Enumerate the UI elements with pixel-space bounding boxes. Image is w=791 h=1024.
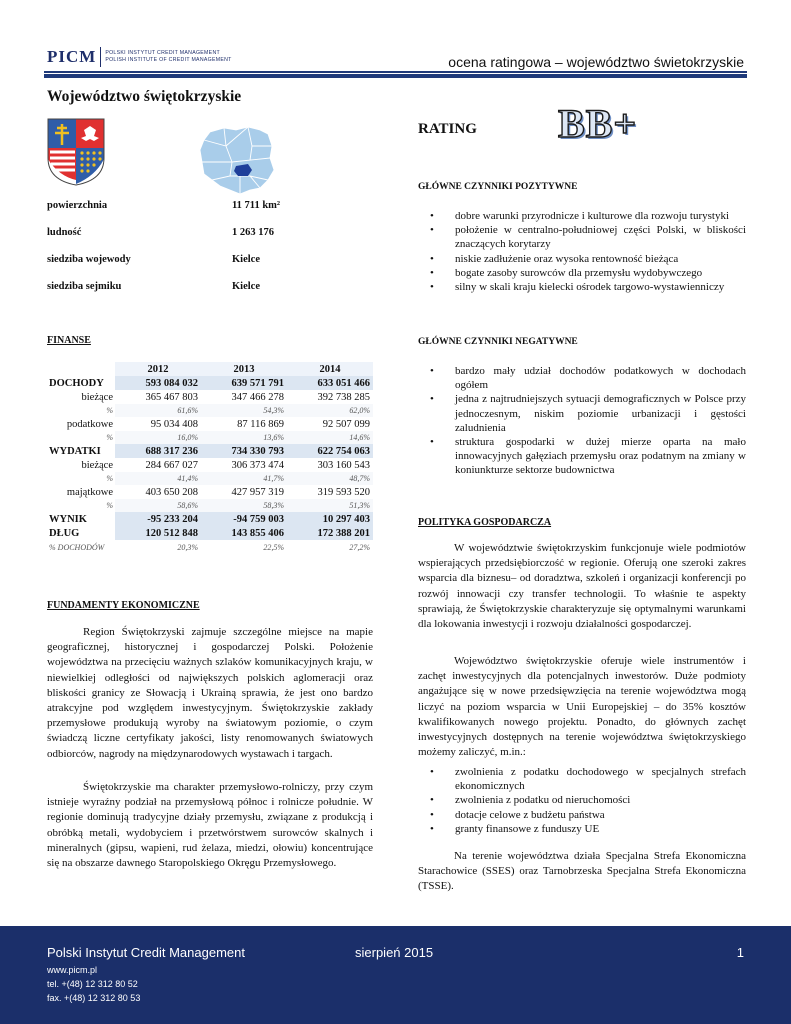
poland-map-icon bbox=[196, 124, 276, 196]
table-header-row bbox=[47, 362, 373, 376]
table-cell: 58,6% bbox=[115, 499, 201, 512]
rating-value: BB+ bbox=[558, 101, 638, 146]
table-cell: 688 317 236 bbox=[115, 444, 201, 458]
year-header: 2013 bbox=[201, 362, 287, 376]
footer-phone: tel. +(48) 12 312 80 52 bbox=[47, 979, 138, 989]
list-item: • bardzo mały udział dochodów podatkowych w dochodach ogółem bbox=[430, 364, 746, 392]
table-cell: 10 297 403 bbox=[287, 512, 373, 526]
table-cell: 95 034 408 bbox=[115, 417, 201, 431]
row-label: DŁUG bbox=[49, 527, 80, 539]
table-cell: 20,3% bbox=[177, 542, 198, 552]
fact-label: siedziba wojewody bbox=[47, 254, 131, 265]
fundamentals-paragraph-1: Region Świętokrzyski zajmuje szczególne miejsce na mapie geograficznej, historycznej i gospodarczej Polski. Położenie województwa na przecięciu ważnych szlaków komunikacyjnych kraju, w niewielkiej odległości od największych polskich aglomeracji oraz bliskości granicy ze Słowacją i Ukrainą sprawia, że jest ono bardzo atrakcyjne pod względem inwestycyjnym. Świętokrzyskie zakłady przemysłowe produkują wyroby na światowym poziomie, o czym świadczą liczne certyfikaty jakości, listy renomowanych światowych odbiorców, nagrody na międzynarodowych wystawach i targach. bbox=[47, 626, 373, 760]
fact-area bbox=[47, 200, 347, 227]
page-header bbox=[0, 0, 791, 80]
table-cell: 633 051 466 bbox=[287, 376, 373, 390]
row-label: % bbox=[106, 501, 113, 510]
row-label: DOCHODY bbox=[49, 377, 104, 389]
region-facts bbox=[47, 200, 347, 308]
list-item: • zwolnienia z podatku dochodowego w specjalnych strefach ekonomicznych bbox=[430, 765, 746, 793]
footer-date: sierpień 2015 bbox=[355, 945, 434, 960]
region-title: Województwo świętokrzyskie bbox=[47, 88, 242, 105]
logo-subtitle-pl: POLSKI INSTYTUT CREDIT MANAGEMENT bbox=[105, 50, 220, 56]
table-cell: 593 084 032 bbox=[115, 376, 201, 390]
list-item: • jedna z najtrudniejszych sytuacji demograficznych w Polsce przy jednoczesnym, niskim poziomie urbanizacji i gęstości zaludnienia bbox=[430, 392, 746, 435]
logo-divider bbox=[100, 47, 101, 67]
table-cell: 16,0% bbox=[115, 431, 201, 444]
list-item: • dobre warunki przyrodnicze i kulturowe dla rozwoju turystyki bbox=[430, 209, 746, 223]
row-label: % bbox=[106, 433, 113, 442]
logo-wordmark: PICM bbox=[47, 47, 97, 66]
incentives-list bbox=[430, 765, 746, 836]
table-cell: 347 466 278 bbox=[201, 390, 287, 404]
list-item: • niskie zadłużenie oraz wysoka rentowność bieżąca bbox=[430, 252, 746, 266]
row-label: majątkowe bbox=[47, 485, 115, 499]
row-label: WYNIK bbox=[49, 513, 87, 525]
list-item: • dotacje celowe z budżetu państwa bbox=[430, 808, 746, 822]
table-cell: 27,2% bbox=[349, 542, 370, 552]
policy-paragraph-1: W województwie świętokrzyskim funkcjonuje wiele podmiotów wspierających przedsiębiorczość w regionie. Oferują one szeroki zakres wsparcia dla biznesu– od doradztwa, szkoleń i organizacji konferencji po rozwój innowacji czy transfer technologii. To właśnie te aspekty sprawiają, że Świętokrzyskie charakteryzuje się optymalnymi warunkami dla lokowania inwestycji i rozwoju działalności gospodarczej. bbox=[418, 542, 746, 631]
table-row bbox=[47, 540, 373, 554]
fact-governor-seat bbox=[47, 254, 347, 281]
row-label: bieżące bbox=[47, 458, 115, 472]
fact-value: Kielce bbox=[232, 254, 260, 265]
header-rule-thick bbox=[44, 74, 747, 78]
fact-value: 11 711 km² bbox=[232, 200, 281, 211]
list-item: • zwolnienia z podatku od nieruchomości bbox=[430, 793, 746, 807]
table-cell: 172 388 201 bbox=[287, 526, 373, 540]
year-header: 2014 bbox=[287, 362, 373, 376]
logo-subtitle bbox=[105, 50, 231, 64]
finance-table bbox=[47, 362, 373, 554]
negatives-heading: GŁÓWNE CZYNNIKI NEGATYWNE bbox=[418, 337, 578, 347]
year-header: 2012 bbox=[115, 362, 201, 376]
logo-subtitle-en: POLISH INSTITUTE OF CREDIT MANAGEMENT bbox=[105, 57, 232, 63]
row-label: % bbox=[106, 406, 113, 415]
policy-heading: POLITYKA GOSPODARCZA bbox=[418, 517, 552, 528]
negatives-list bbox=[430, 364, 746, 478]
list-item: • położenie w centralno-południowej części Polski, w bliskości znaczących korytarzy bbox=[430, 223, 746, 251]
fact-population bbox=[47, 227, 347, 254]
footer-fax: fax. +(48) 12 312 80 53 bbox=[47, 993, 141, 1003]
table-cell: 365 467 803 bbox=[115, 390, 201, 404]
picm-logo bbox=[47, 47, 232, 67]
table-row bbox=[47, 458, 373, 472]
header-rule bbox=[44, 71, 747, 73]
footer-website: www.picm.pl bbox=[47, 965, 98, 975]
row-label: % bbox=[106, 474, 113, 483]
table-cell: 427 957 319 bbox=[201, 485, 287, 499]
table-cell: 41,7% bbox=[201, 472, 287, 485]
page-footer bbox=[0, 926, 791, 1024]
table-cell: 54,3% bbox=[201, 404, 287, 417]
rating-label: RATING bbox=[418, 121, 477, 137]
fact-value: 1 263 176 bbox=[232, 227, 274, 238]
table-cell: 143 855 406 bbox=[201, 526, 287, 540]
list-item: • silny w skali kraju kielecki ośrodek targowo-wystawienniczy bbox=[430, 280, 746, 294]
table-cell: 306 373 474 bbox=[201, 458, 287, 472]
table-corner bbox=[47, 362, 115, 376]
table-cell: 284 667 027 bbox=[115, 458, 201, 472]
table-cell: 734 330 793 bbox=[201, 444, 287, 458]
table-cell: 92 507 099 bbox=[287, 417, 373, 431]
coat-of-arms-icon bbox=[47, 118, 105, 186]
fact-value: Kielce bbox=[232, 281, 260, 292]
table-row bbox=[47, 526, 373, 540]
table-row bbox=[47, 417, 373, 431]
row-label: podatkowe bbox=[47, 417, 115, 431]
table-cell: 319 593 520 bbox=[287, 485, 373, 499]
table-cell: 48,7% bbox=[287, 472, 373, 485]
table-row bbox=[47, 431, 373, 444]
fact-label: siedziba sejmiku bbox=[47, 281, 122, 292]
list-item: • granty finansowe z funduszy UE bbox=[430, 822, 746, 836]
table-cell: 51,3% bbox=[287, 499, 373, 512]
positives-list bbox=[430, 209, 746, 294]
row-label: WYDATKI bbox=[49, 445, 101, 457]
policy-paragraph-3: Na terenie województwa działa Specjalna Strefa Ekonomiczna Starachowice (SSES) oraz Tarnobrzeska Specjalna Strefa Ekonomiczna (TSSE). bbox=[418, 850, 746, 893]
table-row bbox=[47, 512, 373, 526]
fact-assembly-seat bbox=[47, 281, 347, 308]
table-cell: 61,6% bbox=[115, 404, 201, 417]
fact-label: powierzchnia bbox=[47, 200, 108, 211]
table-cell: 58,3% bbox=[201, 499, 287, 512]
finance-heading: FINANSE bbox=[47, 335, 91, 346]
table-row bbox=[47, 444, 373, 458]
list-item: • struktura gospodarki w dużej mierze oparta na mało innowacyjnych gałęziach przemysłu oraz podatnym na zmiany w koniunkturze sektorze budownictwa bbox=[430, 435, 746, 478]
table-cell: 622 754 063 bbox=[287, 444, 373, 458]
row-label: bieżące bbox=[47, 390, 115, 404]
document-title: ocena ratingowa – województwo świetokrzyskie bbox=[448, 54, 744, 70]
table-row bbox=[47, 485, 373, 499]
table-cell: 13,6% bbox=[201, 431, 287, 444]
policy-paragraph-2: Województwo świętokrzyskie oferuje wiele instrumentów i zachęt inwestycyjnych dla potencjalnych inwestorów. Duże podmioty angażujące się w nowe przedsięwzięcia na terenie województwa mogą liczyć na poziom wsparcia w Unii Europejskiej – do 35% kosztów kwalifikowanych nowego projektu. Ponadto, do głównych zachęt inwestycyjnych dostępnych na terenie województwa świętokrzyskiego możemy zaliczyć, m.in.: bbox=[418, 655, 746, 759]
table-cell: -94 759 003 bbox=[201, 512, 287, 526]
table-cell: 87 116 869 bbox=[201, 417, 287, 431]
table-cell: 392 738 285 bbox=[287, 390, 373, 404]
table-cell: 303 160 543 bbox=[287, 458, 373, 472]
footer-organization: Polski Instytut Credit Management bbox=[47, 945, 245, 960]
fact-label: ludność bbox=[47, 227, 82, 238]
table-cell: 62,0% bbox=[287, 404, 373, 417]
row-label: % DOCHODÓW bbox=[49, 542, 105, 552]
table-cell: 22,5% bbox=[263, 542, 284, 552]
table-cell: 14,6% bbox=[287, 431, 373, 444]
positives-heading: GŁÓWNE CZYNNIKI POZYTYWNE bbox=[418, 182, 578, 192]
table-row bbox=[47, 404, 373, 417]
table-row bbox=[47, 499, 373, 512]
fundamentals-heading: FUNDAMENTY EKONOMICZNE bbox=[47, 600, 200, 611]
list-item: • bogate zasoby surowców dla przemysłu wydobywczego bbox=[430, 266, 746, 280]
fundamentals-paragraph-2: Świętokrzyskie ma charakter przemysłowo-rolniczy, przy czym istnieje wyraźny podział na przemysłową północ i rolnicze południe. W regionie dominują tradycyjne działy przemysłu, związane z produkcją i obróbką metali, wydobyciem i przetwórstwem surowców skalnych i mineralnych (gipsu, wapieni, rud żelaza, miedzi, ołowiu) koncentrujące się na obszarze dawnego Staropolskiego Okręgu Przemysłowego. bbox=[47, 781, 373, 870]
table-row bbox=[47, 390, 373, 404]
table-row bbox=[47, 376, 373, 390]
table-row bbox=[47, 472, 373, 485]
page-number: 1 bbox=[736, 945, 744, 960]
table-cell: -95 233 204 bbox=[115, 512, 201, 526]
table-cell: 120 512 848 bbox=[115, 526, 201, 540]
table-cell: 41,4% bbox=[115, 472, 201, 485]
table-cell: 639 571 791 bbox=[201, 376, 287, 390]
table-cell: 403 650 208 bbox=[115, 485, 201, 499]
